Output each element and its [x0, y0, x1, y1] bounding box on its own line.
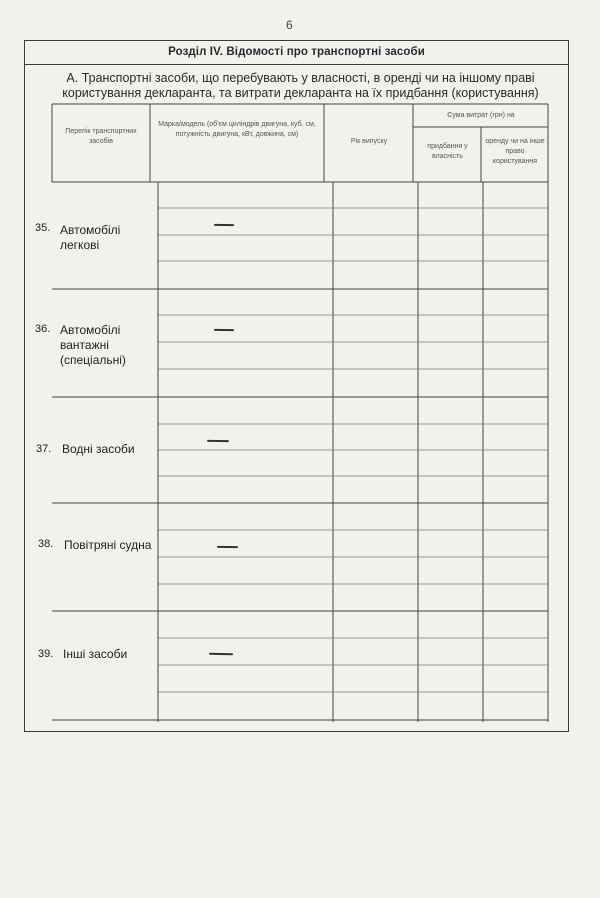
header-brand: Марка/модель (об'єм циліндрів двигуна, куб. см, потужність двигуна, кВт, довжина, см) [158, 121, 316, 138]
header-purchase: придбання у власність [427, 143, 468, 160]
row-number: 39. [38, 648, 54, 660]
section-title: Розділ IV. Відомості про транспортні засоби [25, 41, 568, 65]
row-label-line: Автомобілі [60, 323, 121, 337]
row-label [60, 323, 126, 368]
header-list: Перелік транспортних засобів [65, 128, 137, 145]
row-label [60, 223, 120, 253]
row-label: Інші засоби [63, 647, 128, 661]
row-label-line: Автомобілі [60, 223, 121, 237]
row-number: 35. [35, 222, 51, 234]
subsection-title: А. Транспортні засоби, що перебувають у власності, в оренді чи на іншому праві користування декларанта, та витрати декларанта на їх придбання (користування) [62, 71, 539, 100]
header-year: Рік випуску [350, 138, 388, 145]
row-label: Повітряні судна [64, 538, 152, 552]
empty-value-dash [214, 329, 234, 331]
row-label-line: (спеціальні) [60, 353, 126, 367]
row-number: 37. [36, 443, 52, 455]
header-expenses: Сума витрат (грн) на [447, 112, 515, 119]
header-rent: оренду чи на інше право користування [485, 138, 545, 165]
empty-value-dash [214, 224, 234, 226]
row-number: 36. [35, 323, 51, 335]
row-number: 38. [38, 538, 54, 550]
row-label-line: легкові [60, 238, 100, 252]
row-label: Водні засоби [62, 442, 135, 456]
page-number: 6 [286, 18, 293, 32]
row-label-line: вантажні [60, 338, 109, 352]
